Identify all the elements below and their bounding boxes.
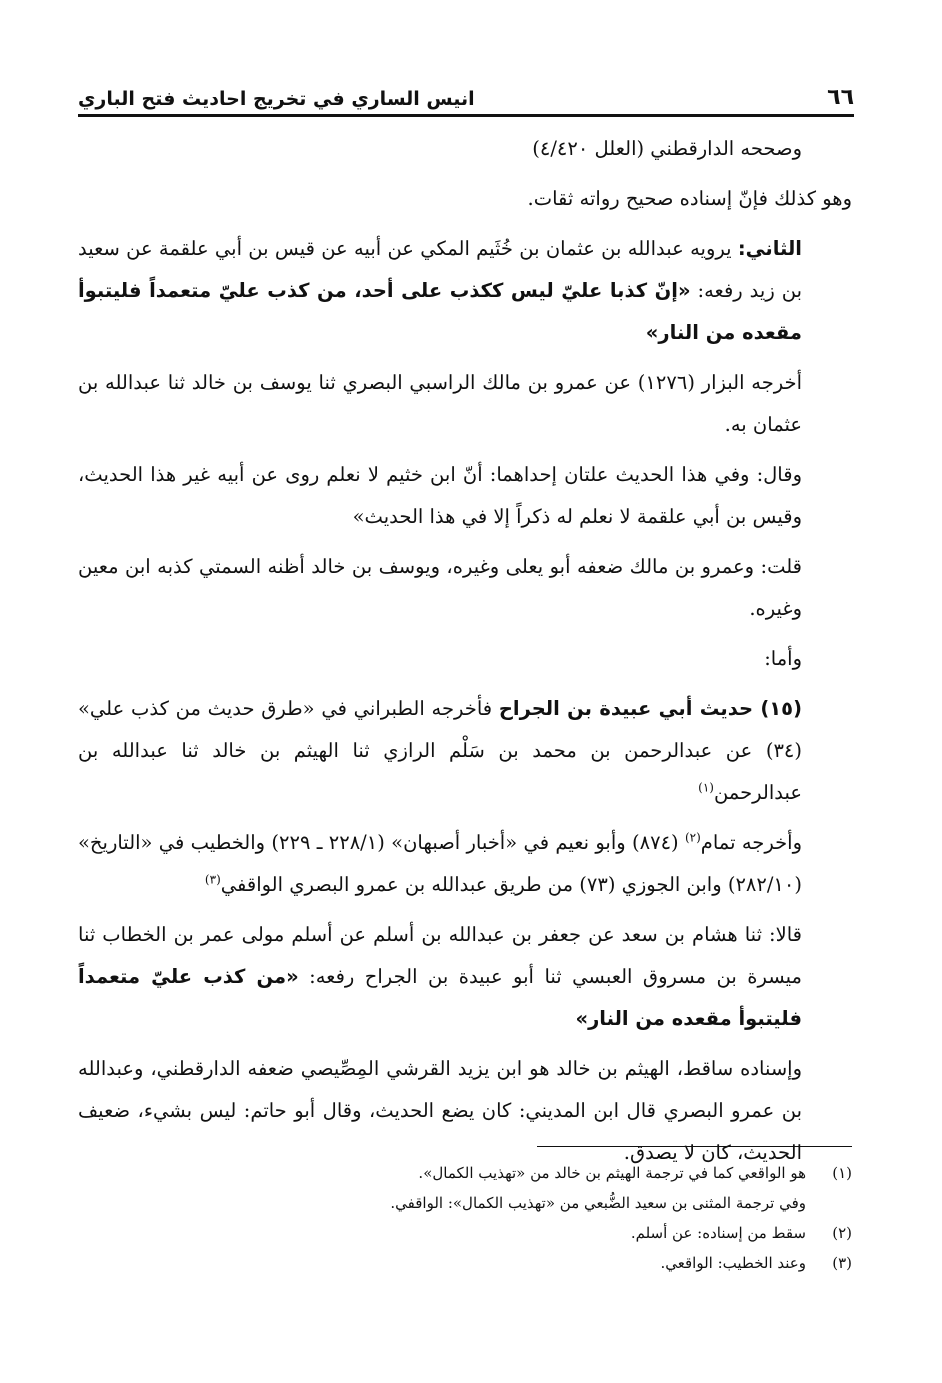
paragraph-text: وهو كذلك فإنّ إسناده صحيح رواته ثقات.	[527, 187, 852, 210]
footnote-text: هو الواقعي كما في ترجمة الهيثم بن خالد من «تهذيب الكمال».	[418, 1164, 806, 1182]
footnote-number: (١)	[832, 1164, 852, 1182]
paragraph-text: وصححه الدارقطني (العلل ٤/٤٢٠)	[532, 137, 802, 160]
running-title: انيس الساري في تخريج احاديث فتح الباري	[78, 88, 475, 110]
paragraph	[78, 128, 852, 170]
paragraph-text: قلت: وعمرو بن مالك ضعفه أبو يعلى وغيره، ويوسف بن خالد أظنه السمتي كذبه ابن معين وغيره.	[78, 555, 802, 620]
main-text	[78, 128, 852, 1182]
footnote-text: سقط من إسناده: عن أسلم.	[630, 1224, 806, 1242]
paragraph	[78, 454, 852, 538]
footnote-text: وعند الخطيب: الواقعي.	[660, 1254, 806, 1272]
paragraph-text: وقال: وفي هذا الحديث علتان إحداهما: أنّ ابن خثيم لا نعلم روى عن أبيه غير هذا الحديث، وقيس بن أبي علقمة لا نعلم له ذكراً إلا في هذا الحديث»	[78, 463, 802, 528]
paragraph	[78, 822, 852, 906]
footnote	[200, 1158, 852, 1188]
footnote-divider	[537, 1146, 852, 1147]
footnote-number: (٣)	[832, 1254, 852, 1272]
hadith-quote: «إنّ كذبا عليّ ليس ككذب على أحد، من كذب عليّ متعمداً فليتبوأ مقعده من النار»	[78, 279, 802, 344]
paragraph	[78, 914, 852, 1040]
footnote-ref[interactable]: (٢)	[684, 830, 701, 845]
page-number: ٦٦	[827, 85, 854, 110]
paragraph	[78, 362, 852, 446]
paragraph-text: وإسناده ساقط، الهيثم بن خالد هو ابن يزيد القرشي المِصِّيصي ضعفه الدارقطني، وعبدالله بن عمرو البصري قال ابن المديني: كان يضع الحديث، وقال أبو حاتم: ليس بشيء، ضعيف الحديث، كان لا يصدق.	[78, 1057, 802, 1164]
footnote-ref[interactable]: (٣)	[204, 872, 221, 887]
paragraph	[78, 546, 852, 630]
footnote-text: وفي ترجمة المثنى بن سعيد الضُّبعي من «تهذيب الكمال»: الواقفي.	[390, 1194, 806, 1212]
paragraph-text: (٨٧٤) وأبو نعيم في «أخبار أصبهان» (٢٢٨/١ ـ ٢٢٩) والخطيب في «التاريخ» (٢٨٢/١٠) وابن الجوزي (٧٣) من طريق عبدالله بن عمرو البصري الواقفي	[78, 831, 802, 896]
footnote-ref[interactable]: (١)	[698, 780, 714, 795]
paragraph	[78, 688, 852, 814]
paragraph	[78, 1048, 852, 1174]
paragraph-text: وأخرجه تمام	[700, 831, 802, 854]
footnote-number: (٢)	[832, 1224, 852, 1242]
footnotes	[200, 1158, 852, 1278]
paragraph-text: قالا: ثنا هشام بن سعد عن جعفر بن عبدالله بن أسلم عن أسلم مولى عمر بن الخطاب ثنا ميسرة بن مسروق العبسي ثنا أبو عبيدة بن الجراح رفعه:	[78, 923, 802, 988]
page-header	[78, 70, 854, 117]
hadith-quote: «من كذب عليّ متعمداً فليتبوأ مقعده من النار»	[78, 965, 802, 1030]
paragraph-text: أخرجه البزار (١٢٧٦) عن عمرو بن مالك الراسبي البصري ثنا يوسف بن خالد ثنا عبدالله بن عثمان به.	[78, 371, 802, 436]
footnote	[200, 1248, 852, 1278]
footnote	[200, 1218, 852, 1248]
paragraph	[78, 638, 852, 680]
paragraph-text: وأما:	[764, 647, 802, 670]
paragraph-text: فأخرجه الطبراني في «طرق حديث من كذب علي» (٣٤) عن عبدالرحمن بن محمد بن سَلْم الرازي ثنا الهيثم بن خالد ثنا عبدالله بن عبدالرحمن	[78, 697, 802, 804]
paragraph	[78, 228, 852, 354]
section-label: الثاني:	[737, 237, 802, 260]
paragraph-text: يرويه عبدالله بن عثمان بن خُثَيم المكي عن أبيه عن قيس بن أبي علقمة عن سعيد بن زيد رفعه:	[78, 237, 802, 302]
footnote	[200, 1188, 852, 1218]
paragraph	[78, 178, 852, 220]
hadith-heading: (١٥) حديث أبي عبيدة بن الجراح	[498, 697, 803, 720]
